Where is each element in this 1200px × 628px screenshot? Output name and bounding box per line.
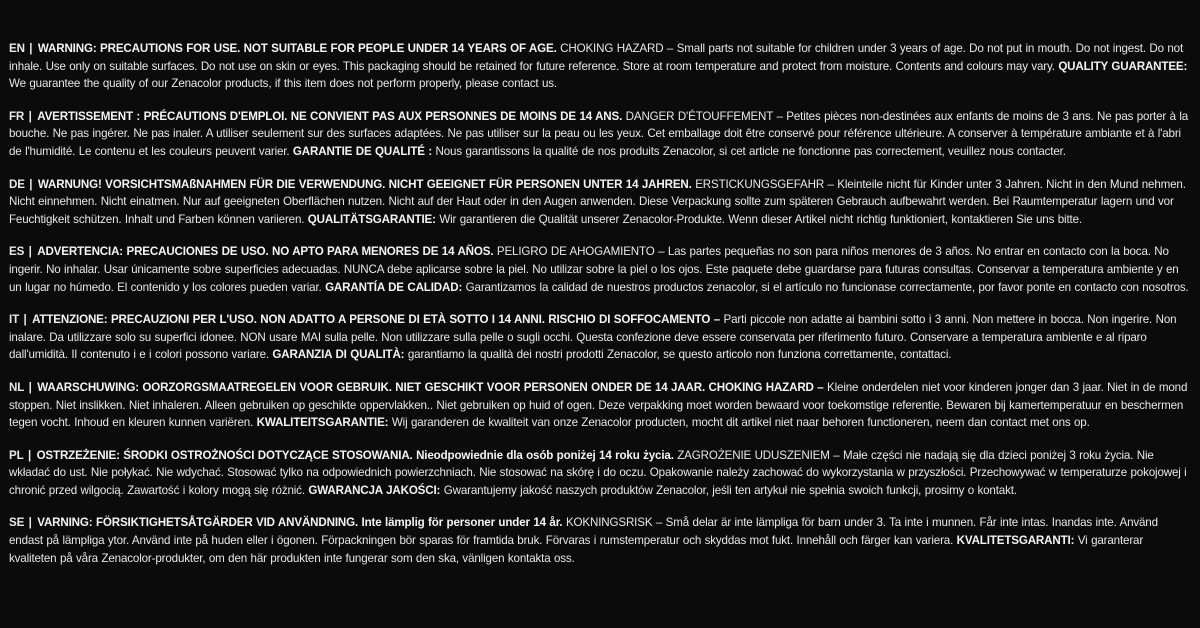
guarantee-text: garantiamo la qualità dei nostri prodotti Zenacolor, se questo articolo non funziona correttamente, contattaci.: [404, 348, 952, 362]
hazard-text: CHOKING HAZARD – Small parts not suitable for children under 3 years of age. Do not put in mouth. Do not ingest. Do not inhale. Use only on suitable surfaces. Do not use on skin or eyes. This packaging should be retained for future reference. Store at room temperature and protect from moisture. Contents and colours may vary.: [9, 42, 1184, 73]
warning-block-pl: [9, 447, 1193, 500]
guarantee-text: Wir garantieren die Qualität unserer Zenacolor-Produkte. Wenn dieser Artikel nicht richtig funktioniert, kontaktieren Sie uns bitte.: [435, 212, 1082, 226]
warning-heading: WAARSCHUWING: OORZORGSMAATREGELEN VOOR GEBRUIK. NIET GESCHIKT VOOR PERSONEN ONDER DE 14 JAAR. CHOKING HAZARD –: [37, 380, 824, 394]
language-separator: |: [25, 380, 36, 394]
language-code: EN: [9, 42, 25, 55]
guarantee-label: QUALITY GUARANTEE:: [1058, 59, 1188, 73]
language-separator: |: [25, 516, 36, 530]
warning-heading: OSTRZEŻENIE: ŚRODKI OSTROŻNOŚCI DOTYCZĄCE STOSOWANIA. Nieodpowiednie dla osób poniżej 14 roku życia.: [36, 448, 674, 462]
warning-heading: ADVERTENCIA: PRECAUCIONES DE USO. NO APTO PARA MENORES DE 14 AÑOS.: [37, 245, 494, 259]
guarantee-label: GARANTÍA DE CALIDAD:: [325, 280, 463, 294]
language-code: SE: [9, 516, 25, 530]
warning-heading: WARNUNG! VORSICHTSMAßNAHMEN FÜR DIE VERWENDUNG. NICHT GEEIGNET FÜR PERSONEN UNTER 14 JAHREN.: [37, 177, 692, 191]
hazard-text: Parti piccole non adatte ai bambini sotto i 3 anni. Non mettere in bocca. Non ingerire. Non inalare. Da utilizzare solo su superfici idonee. NON usare MAI sulla pelle. Non utilizzare sulla pelle o sugli occhi. Questa confezione deve essere conservata per riferimento futuro. Conservare a temperatura ambiente e al riparo dall'umidità. Il contenuto i e i colori possono variare.: [9, 313, 1177, 362]
language-code: ES: [9, 245, 25, 259]
hazard-text: Kleine onderdelen niet voor kinderen jonger dan 3 jaar. Niet in de mond stoppen. Niet inslikken. Niet inhaleren. Alleen gebruiken op geschikte oppervlakken.. Niet gebruiken op huid of ogen. Deze verpakking moet worden bewaard voor toekomstige referentie. Bewaren bij kamertemperatuur en beschermen tegen vocht. Inhoud en kleuren kunnen variëren.: [9, 380, 1188, 430]
language-separator: |: [25, 177, 36, 191]
warning-block-en: [9, 40, 1193, 93]
language-separator: |: [25, 109, 36, 123]
warning-heading: WARNING: PRECAUTIONS FOR USE. NOT SUITABLE FOR PEOPLE UNDER 14 YEARS OF AGE.: [37, 42, 557, 55]
warning-block-de: [9, 176, 1193, 229]
language-code: DE: [9, 177, 25, 191]
warning-block-es: [9, 243, 1193, 296]
language-separator: |: [25, 245, 36, 259]
language-code: IT: [9, 313, 20, 327]
hazard-text: ZAGROŻENIE UDUSZENIEM – Małe części nie nadają się dla dzieci poniżej 3 roku życia. Nie wkładać do ust. Nie połykać. Nie wdychać. Stosować tylko na odpowiednich powierzchniach. Nie stosować na skórę i do oczu. Opakowanie należy zachować do wykorzystania w przyszłości. Przechowywać w temperaturze pokojowej i chronić przed wilgocią. Zawartość i kolory mogą się różnić.: [9, 448, 1187, 497]
hazard-text: KOKNINGSRISK – Små delar är inte lämpliga för barn under 3. Ta inte i munnen. Får inte intas. Inandas inte. Använd endast på lämpliga ytor. Använd inte på huden eller i ögonen. Förpackningen bör sparas för framtida bruk. Förvaras i rumstemperatur och skyddas mot fukt. Innehåll och färger kan variera.: [9, 516, 1158, 548]
warning-block-fr: [9, 108, 1193, 161]
language-separator: |: [20, 313, 31, 327]
warning-heading: VARNING: FÖRSIKTIGHETSÅTGÄRDER VID ANVÄNDNING. Inte lämplig för personer under 14 år.: [37, 516, 563, 530]
warning-block-nl: [9, 379, 1193, 432]
guarantee-text: Vi garanterar kvaliteten på våra Zenacolor-produkter, om den här produkten inte fungerar som den ska, vänligen kontakta oss.: [9, 534, 1144, 565]
guarantee-label: KWALITEITSGARANTIE:: [256, 416, 389, 430]
hazard-text: DANGER D'ÉTOUFFEMENT – Petites pièces non-destinées aux enfants de moins de 3 ans. Ne pas porter à la bouche. Ne pas ingérer. Ne pas inaler. A utiliser seulement sur des surfaces adaptées. Ne pas utiliser sur la peau ou les yeux. Cet emballage doit être conservé pour référence ultérieure. A conserver à température ambiante et à l'abri de l'humidité. Le contenu et les couleurs peuvent varier.: [9, 109, 1189, 158]
language-separator: |: [24, 448, 35, 462]
guarantee-label: GARANZIA DI QUALITÀ:: [272, 348, 405, 362]
language-code: NL: [9, 380, 25, 394]
warning-heading: AVERTISSEMENT : PRÉCAUTIONS D'EMPLOI. NE CONVIENT PAS AUX PERSONNES DE MOINS DE 14 ANS.: [37, 109, 623, 123]
language-separator: |: [25, 42, 36, 55]
guarantee-label: GWARANCJA JAKOŚCI:: [308, 483, 441, 497]
guarantee-text: We guarantee the quality of our Zenacolor products, if this item does not perform properly, please contact us.: [9, 77, 557, 91]
multilingual-warning-sheet: [9, 40, 1193, 582]
guarantee-text: Wij garanderen de kwaliteit van onze Zenacolor producten, mocht dit artikel niet naar behoren functioneren, neem dan contact met ons op.: [388, 416, 1090, 430]
guarantee-text: Nous garantissons la qualité de nos produits Zenacolor, si cet article ne fonctionne pas correctement, veuillez nous contacter.: [432, 144, 1066, 158]
guarantee-text: Gwarantujemy jakość naszych produktów Zenacolor, jeśli ten artykuł nie spełnia swoich funkcji, prosimy o kontakt.: [440, 483, 1017, 497]
warning-block-se: [9, 514, 1193, 567]
hazard-text: PELIGRO DE AHOGAMIENTO – Las partes pequeñas no son para niños menores de 3 años. No entrar en contacto con la boca. No ingerir. No inhalar. Usar únicamente sobre superficies adecuadas. NUNCA debe aplicarse sobre la piel. No utilizar sobre la piel o los ojos. Este paquete debe guardarse para futuras consultas. Conservar a temperatura ambiente y en un lugar no húmedo. El contenido y los colores pueden variar.: [9, 245, 1179, 294]
warning-heading: ATTENZIONE: PRECAUZIONI PER L'USO. NON ADATTO A PERSONE DI ETÀ SOTTO I 14 ANNI. RISCHIO DI SOFFOCAMENTO –: [32, 313, 721, 327]
guarantee-label: QUALITÄTSGARANTIE:: [307, 212, 436, 226]
guarantee-label: GARANTIE DE QUALITÉ :: [292, 144, 433, 158]
guarantee-label: KVALITETSGARANTI:: [956, 534, 1075, 548]
language-code: PL: [9, 448, 24, 462]
warning-block-it: [9, 311, 1193, 364]
guarantee-text: Garantizamos la calidad de nuestros productos zenacolor, si el artículo no funcionase correctamente, por favor ponte en contacto con nosotros.: [462, 280, 1189, 294]
language-code: FR: [9, 109, 25, 123]
hazard-text: ERSTICKUNGSGEFAHR – Kleinteile nicht für Kinder unter 3 Jahren. Nicht in den Mund nehmen. Nicht einnehmen. Nicht einatmen. Nur auf geeigneten Oberflächen nutzen. Nicht auf der Haut oder in den Augen anwenden. Diese Verpackung sollte zum späteren Gebrauch aufbewahrt werden. Bei Raumtemperatur lagern und vor Feuchtigkeit schützen. Inhalt und Farben können variieren.: [9, 177, 1186, 226]
